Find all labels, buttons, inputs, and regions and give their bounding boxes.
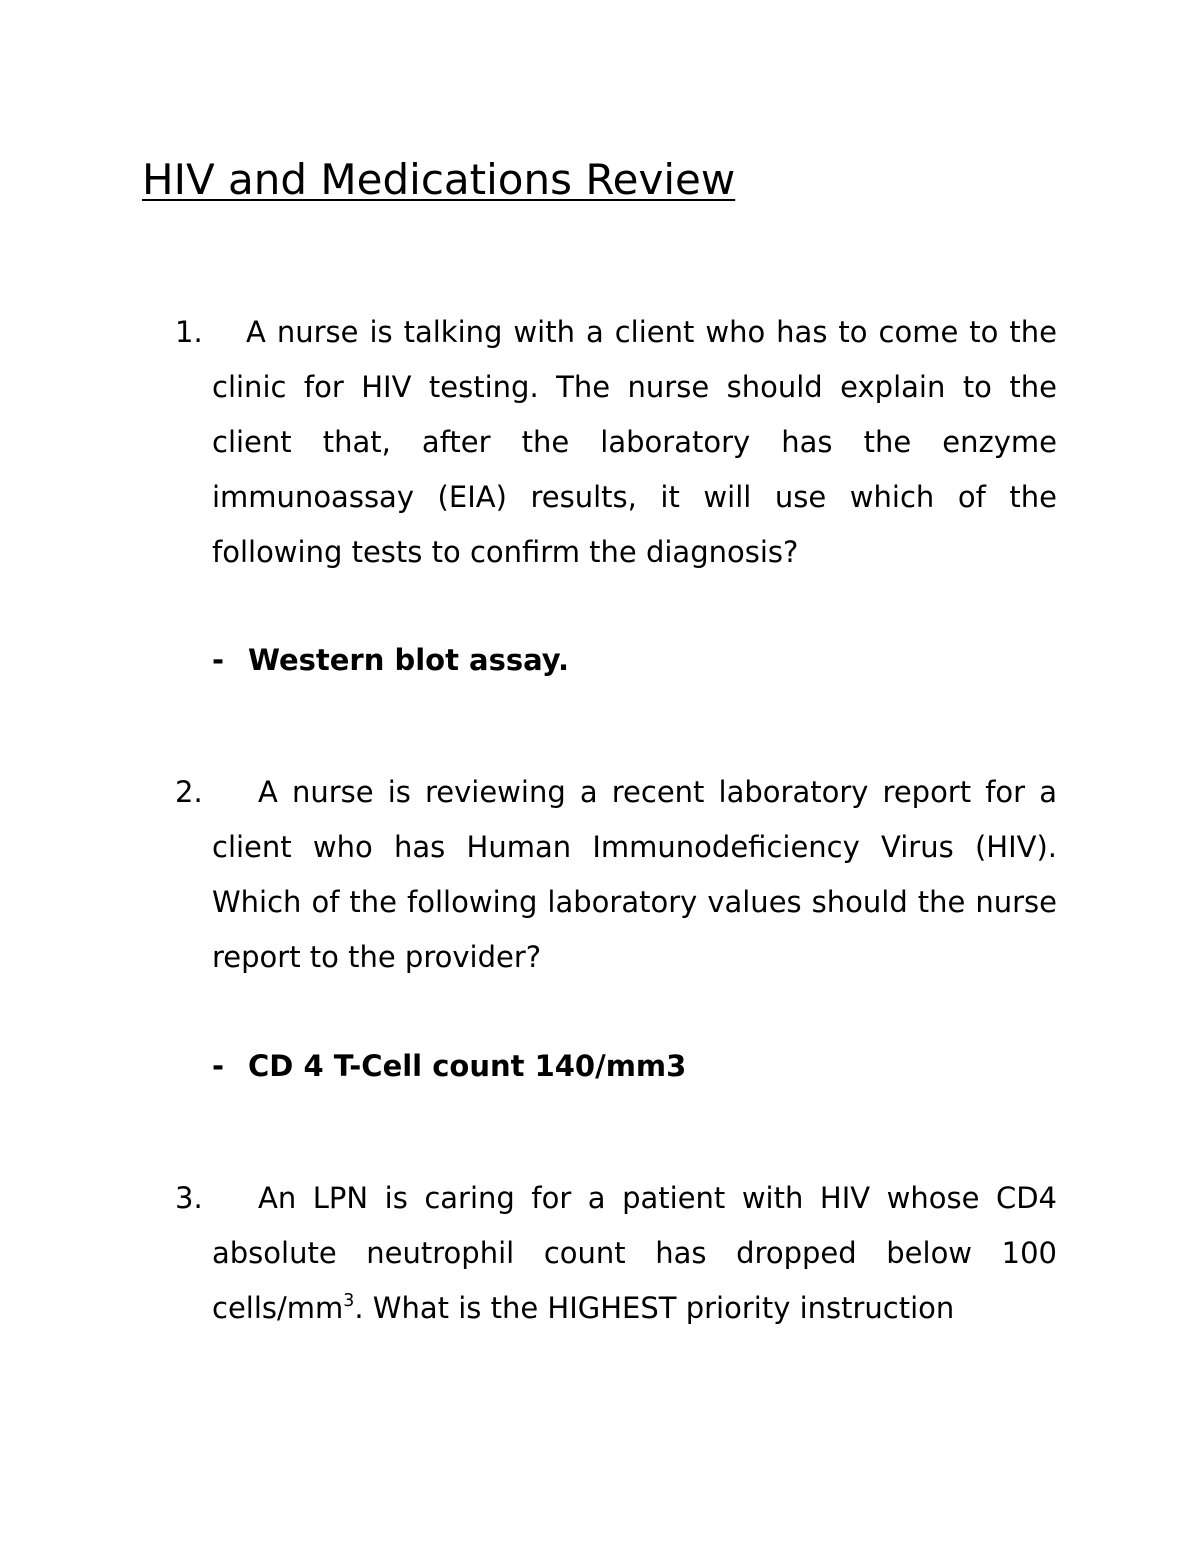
- question-1: [175, 305, 1057, 580]
- question-1-number: 1.: [175, 315, 203, 349]
- answer-1-dash: -: [212, 643, 225, 677]
- answer-2-dash: -: [212, 1049, 225, 1083]
- question-2: [175, 765, 1057, 985]
- question-1-text: A nurse is talking with a client who has to come to the clinic for HIV testing. The nurse should explain to the client that, after the laboratory has the enzyme immunoassay (EIA) results, it will use which of the following tests to confirm the diagnosis?: [212, 315, 1057, 569]
- question-3-text: An LPN is caring for a patient with HIV whose CD4 absolute neutrophil count has dropped below 100 cells/mm: [212, 1181, 1057, 1325]
- answer-1: [212, 633, 569, 688]
- question-3: [175, 1171, 1057, 1336]
- answer-2: [212, 1039, 686, 1094]
- question-3-number: 3.: [175, 1181, 203, 1215]
- page-title: HIV and Medications Review: [142, 155, 736, 204]
- question-2-number: 2.: [175, 775, 203, 809]
- answer-2-text: CD 4 T-Cell count 140/mm3: [248, 1049, 687, 1083]
- question-2-text: A nurse is reviewing a recent laboratory report for a client who has Human Immunodeficiency Virus (HIV). Which of the following laboratory values should the nurse report to the provider?: [212, 775, 1057, 974]
- answer-1-text: Western blot assay.: [248, 643, 570, 677]
- question-3-superscript: 3: [343, 1290, 355, 1311]
- question-3-text-continued: . What is the HIGHEST priority instruction: [354, 1291, 955, 1325]
